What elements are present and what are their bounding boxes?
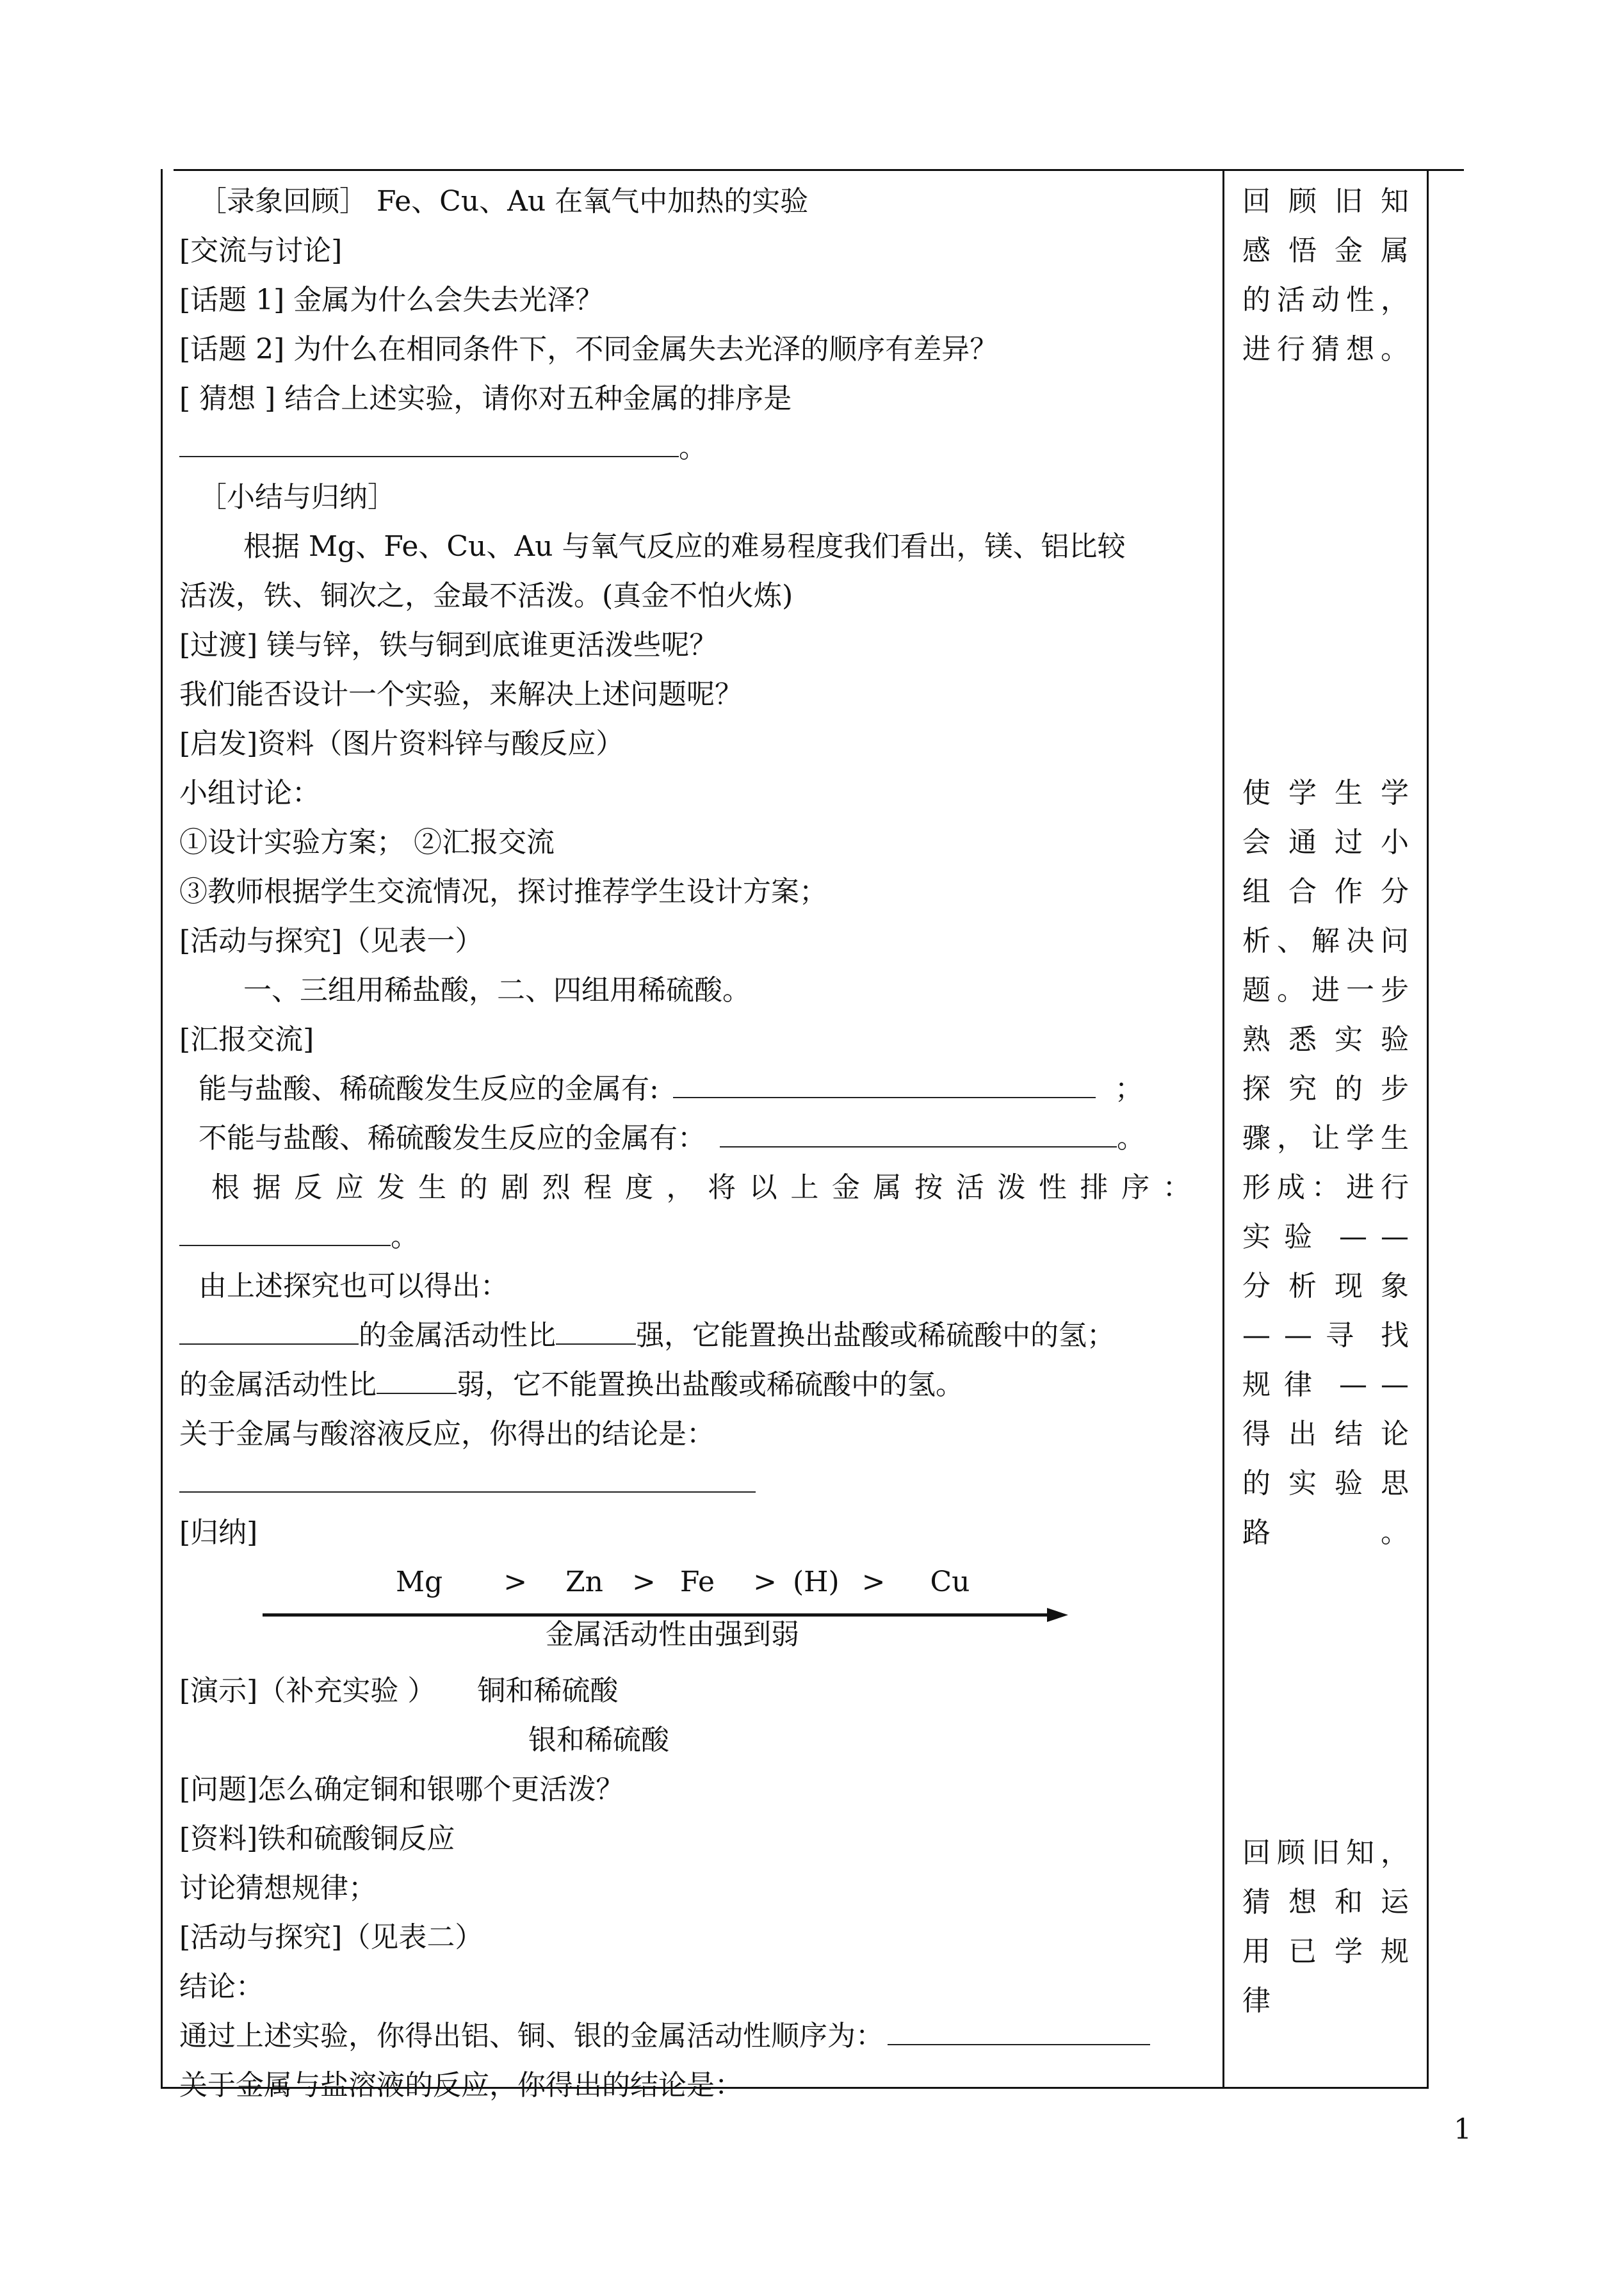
discussion-heading: [交流与讨论] xyxy=(179,234,343,267)
steps-line-1: ①设计实验方案； ②汇报交流 xyxy=(179,826,555,859)
guess-answer-line: 。 xyxy=(179,423,1210,473)
nonreacting-metals-line: 不能与盐酸、稀硫酸发生反应的金属有： 。 xyxy=(199,1122,1145,1155)
note-line: 规 律 — — xyxy=(1242,1368,1409,1401)
activity-1-heading: [活动与探究]（见表一） xyxy=(179,925,483,957)
topic-2-line: [话题 2] 为什么在相同条件下，不同金属失去光泽的顺序有差异？ xyxy=(179,333,998,366)
topic-1-line: [话题 1] 金属为什么会失去光泽？ xyxy=(179,284,604,316)
note-line: 用 已 学 规 xyxy=(1242,1935,1409,1968)
note-line: 猜 想 和 运 xyxy=(1242,1886,1409,1918)
weaker-activity-line: 的金属活动性比 弱，它不能置换出盐酸或稀硫酸中的氢。 xyxy=(179,1368,964,1401)
transition-line: [过渡] 镁与锌，铁与铜到底谁更活泼些呢？ xyxy=(179,629,718,661)
greater-than-sign: > xyxy=(503,1566,528,1598)
ranking-prompt-line: 根 据 反 应 发 生 的 剧 烈 程 度 ， 将 以 上 金 属 按 活 泼 性 排 序 ： xyxy=(211,1171,1191,1204)
discuss-rule-line: 讨论猜想规律； xyxy=(179,1872,377,1904)
page-number: 1 xyxy=(1454,2113,1472,2146)
note-line: 析 、 解 决 问 xyxy=(1242,925,1409,957)
design-intent-note-1 xyxy=(1242,177,1409,374)
teaching-content-column xyxy=(179,177,1210,2110)
metal-cu: Cu xyxy=(930,1566,970,1598)
video-review-line: ［录象回顾］ Fe、Cu、Au 在氧气中加热的实验 xyxy=(199,185,809,218)
answer-blank[interactable] xyxy=(556,1318,636,1345)
note-line: 骤 ， 让 学 生 xyxy=(1242,1122,1409,1155)
demo-line: [演示]（补充实验 ） 铜和稀硫酸 xyxy=(179,1675,619,1707)
activity-series-sequence xyxy=(396,1557,970,1607)
summary-paragraph-line-2: 活泼，铁、铜次之，金最不活泼。(真金不怕火炼) xyxy=(179,580,793,612)
note-line: 路 。 xyxy=(1242,1516,1409,1549)
acid-conclusion-answer xyxy=(179,1459,1210,1508)
demo-copper: 铜和稀硫酸 xyxy=(477,1675,619,1707)
note-line: 使 学 生 学 xyxy=(1242,777,1409,809)
note-line: 的 实 验 思 xyxy=(1242,1467,1409,1500)
answer-blank[interactable] xyxy=(377,1367,457,1394)
summary-paragraph-line-1: 根据 Mg、Fe、Cu、Au 与氧气反应的难易程度我们看出，镁、铝比较 xyxy=(243,530,1126,563)
ranking-answer-line: 。 xyxy=(179,1212,1210,1261)
summary-heading: ［小结与归纳］ xyxy=(199,481,396,514)
note-line: 组 合 作 分 xyxy=(1242,875,1409,908)
salt-conclusion-prompt: 关于金属与盐溶液的反应，你得出的结论是： xyxy=(179,2069,743,2102)
greater-than-sign: > xyxy=(753,1566,777,1598)
demo-silver: 银和稀硫酸 xyxy=(528,1724,669,1756)
note-line: 形 成 ： 进 行 xyxy=(1242,1171,1409,1204)
reacting-metals-line: 能与盐酸、稀硫酸发生反应的金属有: ； xyxy=(199,1073,1143,1105)
stronger-activity-line: 的金属活动性比 强，它能置换出盐酸或稀硫酸中的氢； xyxy=(179,1311,1210,1360)
induction-heading: [归纳] xyxy=(179,1516,258,1549)
group-discussion-heading: 小组讨论： xyxy=(179,777,320,809)
conclusion-heading: 结论： xyxy=(179,1970,264,2003)
design-question-line: 我们能否设计一个实验，来解决上述问题呢？ xyxy=(179,678,743,711)
greater-than-sign: > xyxy=(861,1566,886,1598)
inspiration-line: [启发]资料（图片资料锌与酸反应） xyxy=(179,727,624,760)
activity-2-heading: [活动与探究]（见表二） xyxy=(179,1921,483,1954)
design-intent-note-2 xyxy=(1242,768,1409,1557)
question-line: [问题]怎么确定铜和银哪个更活泼？ xyxy=(179,1773,624,1806)
answer-blank[interactable] xyxy=(179,1318,359,1345)
answer-blank[interactable] xyxy=(720,1121,1117,1148)
note-line: 回 顾 旧 知 ， xyxy=(1242,1837,1409,1869)
report-heading: [汇报交流] xyxy=(179,1023,314,1056)
acid-conclusion-prompt: 关于金属与酸溶液反应，你得出的结论是： xyxy=(179,1418,715,1450)
steps-line-2: ③教师根据学生交流情况，探讨推荐学生设计方案； xyxy=(179,875,827,908)
note-line: 进 行 猜 想 。 xyxy=(1242,333,1409,366)
note-line: 题 。 进 一 步 xyxy=(1242,974,1409,1007)
material-line: [资料]铁和硫酸铜反应 xyxy=(179,1822,455,1855)
note-line: 律 xyxy=(1242,1984,1271,2017)
note-line: 熟 悉 实 验 xyxy=(1242,1023,1409,1056)
conclusion-intro-line: 由上述探究也可以得出： xyxy=(199,1270,508,1302)
note-line: 实 验 — — xyxy=(1242,1220,1409,1253)
metal-mg: Mg xyxy=(396,1566,443,1598)
hydrogen: (H) xyxy=(792,1566,840,1598)
answer-blank[interactable] xyxy=(179,1219,391,1246)
note-line: 感 悟 金 属 xyxy=(1242,234,1409,267)
metal-fe: Fe xyxy=(679,1566,715,1598)
answer-blank[interactable] xyxy=(179,1466,756,1493)
answer-blank[interactable] xyxy=(179,430,679,457)
greater-than-sign: > xyxy=(632,1566,656,1598)
note-line: 得 出 结 论 xyxy=(1242,1418,1409,1450)
design-intent-note-3 xyxy=(1242,1828,1409,2025)
note-line: 回 顾 旧 知 xyxy=(1242,185,1409,218)
note-line: — — 寻 找 xyxy=(1242,1319,1409,1352)
guess-line: [ 猜想 ] 结合上述实验，请你对五种金属的排序是 xyxy=(179,382,792,415)
column-divider xyxy=(1222,169,1224,2089)
order-line: 通过上述实验，你得出铝、铜、银的金属活动性顺序为： xyxy=(179,2011,1210,2061)
note-line: 的 活 动 性 ， xyxy=(1242,284,1409,316)
activity-series-diagram xyxy=(179,1557,1210,1666)
note-line: 分 析 现 象 xyxy=(1242,1270,1409,1302)
activity-1-groups: 一、三组用稀盐酸，二、四组用稀硫酸。 xyxy=(243,974,751,1007)
arrow-caption: 金属活动性由强到弱 xyxy=(546,1618,799,1651)
note-line: 会 通 过 小 xyxy=(1242,826,1409,859)
metal-zn: Zn xyxy=(565,1566,604,1598)
answer-blank[interactable] xyxy=(673,1071,1096,1098)
answer-blank[interactable] xyxy=(888,2018,1150,2045)
note-line: 探 究 的 步 xyxy=(1242,1073,1409,1105)
